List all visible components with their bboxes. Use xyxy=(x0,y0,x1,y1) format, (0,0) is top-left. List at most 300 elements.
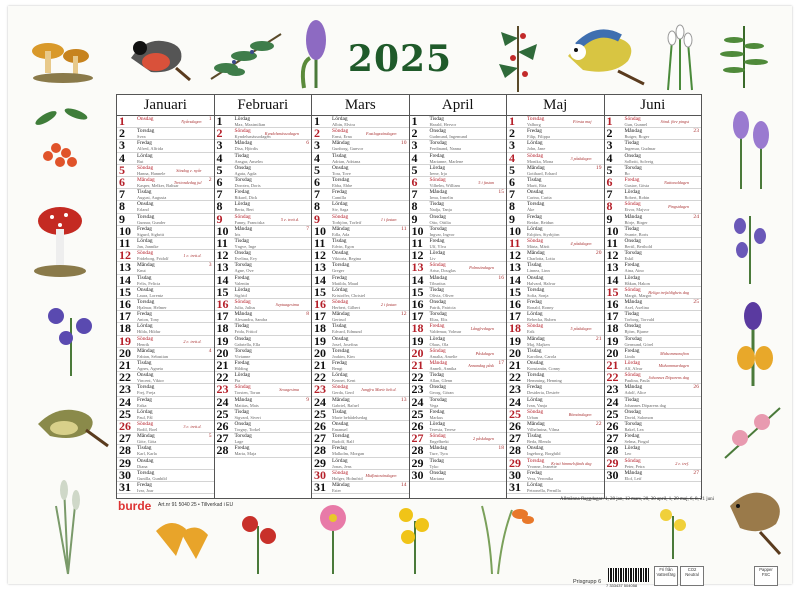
name-day: Rakel, Lea xyxy=(624,427,644,432)
name-day: Karl, Karla xyxy=(137,451,157,457)
name-day: Torsten, Torun xyxy=(234,390,261,396)
weekday: Fredag xyxy=(137,225,152,232)
day-row xyxy=(507,384,604,396)
day-row xyxy=(312,467,409,482)
day-number: 4 xyxy=(509,150,515,165)
weekday: Måndag xyxy=(332,482,350,488)
day-number: 1 xyxy=(411,114,418,128)
day-row xyxy=(117,150,214,165)
day-row xyxy=(605,384,702,396)
month-column-februari xyxy=(214,95,312,498)
day-row xyxy=(507,140,604,152)
day-row xyxy=(117,262,214,274)
holiday-note: Kyndelsmässodagen xyxy=(264,131,299,137)
name-day: Felix, Felicia xyxy=(137,280,161,286)
day-row xyxy=(117,406,214,421)
name-day: Bengt xyxy=(332,366,343,371)
day-row xyxy=(507,360,604,372)
name-day: Svea xyxy=(137,134,146,140)
weekday: Fredag xyxy=(137,140,152,147)
day-row xyxy=(605,211,702,226)
meadow-flowers-illustration xyxy=(648,501,698,561)
name-day: Ernst, Erna xyxy=(332,134,352,140)
week-number: 20 xyxy=(595,250,602,257)
day-number: 25 xyxy=(411,406,424,421)
day-row xyxy=(507,433,604,445)
weekday: Fredag xyxy=(624,433,640,440)
weekday: Tisdag xyxy=(332,408,347,415)
weekday: Torsdag xyxy=(332,177,350,183)
day-row xyxy=(605,140,702,152)
weekday: Söndag xyxy=(429,433,446,440)
day-row xyxy=(215,333,312,348)
day-number: 24 xyxy=(606,394,619,409)
day-row xyxy=(605,333,702,348)
name-day: Patrik, Patricia xyxy=(429,305,456,310)
day-number: 22 xyxy=(119,370,131,385)
name-day: Eskil xyxy=(624,256,634,262)
weekday: Måndag xyxy=(429,445,448,452)
name-day: Frida, Fritiof xyxy=(234,329,258,335)
day-row xyxy=(605,201,702,213)
weekday: Torsdag xyxy=(527,286,545,293)
name-day: Hanna, Hannele xyxy=(137,170,166,176)
weekday: Onsdag xyxy=(332,164,349,171)
day-number: 4 xyxy=(119,150,125,165)
weekday: Måndag xyxy=(527,250,545,257)
day-number: 15 xyxy=(216,284,229,299)
day-row xyxy=(507,421,604,433)
weekday: Torsdag xyxy=(527,457,545,464)
day-row xyxy=(312,406,409,421)
day-number: 2 xyxy=(509,126,515,141)
month-days xyxy=(117,116,214,498)
name-day: Harald, Hervor xyxy=(429,122,457,127)
day-number: 13 xyxy=(119,260,131,275)
day-row xyxy=(605,445,702,457)
weekday: Tisdag xyxy=(527,262,542,269)
name-day: Otto, Ottilia xyxy=(429,219,451,225)
day-number: 19 xyxy=(119,333,131,348)
day-number: 6 xyxy=(509,175,515,189)
name-day: Selma, Fingal xyxy=(624,439,649,445)
warbler-illustration xyxy=(30,398,110,450)
weekday: Tisdag xyxy=(624,311,639,318)
name-day: Jan, Jannike xyxy=(137,244,159,249)
name-day: Joakim, Kim xyxy=(332,353,355,359)
day-row xyxy=(507,250,604,262)
name-day: Sigfrid xyxy=(234,292,247,298)
day-number: 16 xyxy=(119,297,131,311)
day-number: 2 xyxy=(606,126,613,141)
weekday: Lördag xyxy=(234,116,251,122)
day-row xyxy=(410,189,507,201)
day-row xyxy=(215,345,312,360)
name-day: Bodil, Boel xyxy=(137,427,158,432)
day-row xyxy=(215,394,312,409)
weekday: Måndag xyxy=(332,140,350,147)
weekday: Torsdag xyxy=(234,347,252,354)
name-day: Valentin xyxy=(234,280,250,286)
weekday: Tisdag xyxy=(429,201,444,208)
weekday: Söndag xyxy=(332,299,349,305)
name-day: Berta, Bert xyxy=(234,207,254,213)
crocus-illustration xyxy=(716,101,786,191)
day-number: 3 xyxy=(314,138,320,153)
day-row xyxy=(215,177,312,189)
holiday-note: Johannes Döparens dag xyxy=(648,375,689,381)
weekday: Lördag xyxy=(137,152,153,159)
day-row xyxy=(410,284,507,299)
day-row xyxy=(507,162,604,177)
weekday: Tisdag xyxy=(137,360,152,366)
weekday: Lördag xyxy=(624,189,641,196)
day-number: 23 xyxy=(509,382,521,397)
name-day: Gun, Gunnel xyxy=(624,122,648,127)
day-number: 21 xyxy=(314,358,326,372)
weekday: Torsdag xyxy=(429,311,447,318)
day-number: 6 xyxy=(411,175,418,189)
name-day: Viktoria, Regina xyxy=(332,256,361,262)
name-day: Pia xyxy=(234,378,241,384)
weekday: Måndag xyxy=(624,299,643,305)
day-number: 8 xyxy=(119,199,125,214)
weekday: Fredag xyxy=(234,360,250,366)
day-number: 23 xyxy=(606,382,619,397)
day-number: 18 xyxy=(216,321,229,336)
name-day: Adolf, Alice xyxy=(624,390,647,396)
holiday-note: Långfredagen xyxy=(470,326,494,332)
day-row xyxy=(507,345,604,360)
day-row xyxy=(410,345,507,360)
name-day: Elof, Leif xyxy=(624,475,642,481)
day-number: 7 xyxy=(606,187,613,202)
weekday: Lördag xyxy=(527,396,543,403)
day-row xyxy=(117,455,214,470)
week-number: 6 xyxy=(306,140,309,147)
holiday-note: Nyårsdagen xyxy=(181,119,202,124)
day-number: 14 xyxy=(119,272,131,287)
weekday: Torsdag xyxy=(137,469,155,476)
day-number: 24 xyxy=(314,394,326,409)
name-day: August, Augusta xyxy=(137,195,167,201)
name-day: Tiburtius xyxy=(429,280,446,286)
holiday-note: Första maj xyxy=(573,119,592,124)
day-row xyxy=(312,360,409,372)
weekday: Lördag xyxy=(429,421,446,427)
name-day: Reidar, Reidun xyxy=(527,219,554,225)
weekday: Onsdag xyxy=(332,335,349,342)
day-number: 28 xyxy=(216,443,229,458)
day-number: 1 xyxy=(216,114,223,128)
weekday: Måndag xyxy=(234,311,253,318)
day-number: 26 xyxy=(314,419,326,433)
weekday: Torsdag xyxy=(624,164,642,171)
week-number: 25 xyxy=(693,299,699,305)
day-row xyxy=(507,333,604,348)
day-number: 27 xyxy=(509,431,521,446)
weekday: Söndag xyxy=(429,347,446,354)
weekday: Tisdag xyxy=(234,408,249,415)
holiday-note: Bönsöndagen xyxy=(568,411,592,417)
weekday: Lördag xyxy=(332,286,348,293)
weekday: Söndag xyxy=(527,152,544,159)
day-row xyxy=(507,455,604,470)
day-number: 4 xyxy=(314,150,320,165)
weekday: Torsdag xyxy=(527,372,545,379)
weekday: Onsdag xyxy=(332,250,349,257)
day-row xyxy=(312,272,409,287)
weekday: Tisdag xyxy=(332,238,347,244)
month-column-mars xyxy=(311,95,409,498)
day-number: 25 xyxy=(119,406,131,421)
mushroom-illustration xyxy=(28,26,98,86)
day-row xyxy=(605,345,702,360)
month-days xyxy=(312,116,409,498)
day-row xyxy=(117,394,214,409)
day-row xyxy=(312,394,409,409)
day-number: 9 xyxy=(411,211,418,226)
weekday: Lördag xyxy=(332,201,348,208)
week-number: 7 xyxy=(306,225,309,232)
weekday: Söndag xyxy=(137,164,154,171)
day-row xyxy=(507,445,604,457)
name-day: Edvard, Edmund xyxy=(332,329,362,335)
day-number: 23 xyxy=(411,382,424,397)
weekday: Tisdag xyxy=(332,152,347,159)
day-number: 22 xyxy=(411,370,424,385)
day-row xyxy=(312,223,409,238)
name-day: Irene, Irja xyxy=(429,170,447,176)
day-number: 5 xyxy=(606,162,613,177)
day-row xyxy=(117,384,214,396)
name-day: Rudolf, Ralf xyxy=(332,439,354,445)
day-row xyxy=(605,467,702,482)
weekday: Måndag xyxy=(332,396,350,403)
day-row xyxy=(410,445,507,457)
day-row xyxy=(312,116,409,128)
day-row xyxy=(507,299,604,311)
holiday-note: Jungfru Marie beb.d. xyxy=(360,387,397,393)
day-number: 5 xyxy=(119,162,125,177)
grass-butterfly-illustration xyxy=(472,496,542,576)
weekday: Fredag xyxy=(527,384,542,391)
day-row xyxy=(605,360,702,372)
weekday: Torsdag xyxy=(527,201,545,208)
weekday: Lördag xyxy=(429,335,446,342)
day-number: 22 xyxy=(216,370,229,385)
week-number: 11 xyxy=(401,225,407,232)
day-row xyxy=(117,299,214,311)
weekday: Söndag xyxy=(332,469,349,476)
day-number: 13 xyxy=(411,260,424,275)
day-row xyxy=(312,433,409,445)
weekday: Tisdag xyxy=(527,177,542,183)
weekday: Söndag xyxy=(234,128,251,135)
day-row xyxy=(507,394,604,409)
day-row xyxy=(215,262,312,274)
weekday: Söndag xyxy=(332,213,349,220)
day-number: 30 xyxy=(509,467,521,482)
day-row xyxy=(312,238,409,250)
day-row xyxy=(312,162,409,177)
name-day: Henrik xyxy=(137,341,150,347)
day-number: 28 xyxy=(411,443,424,458)
day-row xyxy=(605,323,702,335)
day-number: 11 xyxy=(216,236,228,250)
day-number: 15 xyxy=(606,284,619,299)
day-row xyxy=(312,189,409,201)
weekday: Fredag xyxy=(234,189,250,196)
day-row xyxy=(410,128,507,140)
holiday-note: Annandag påsk xyxy=(468,363,494,368)
holiday-note: Pingstdagen xyxy=(668,204,689,210)
day-row xyxy=(312,333,409,348)
day-row xyxy=(312,250,409,262)
day-number: 2 xyxy=(314,126,320,141)
weekday: Onsdag xyxy=(624,238,641,244)
name-day: Edvin, Egon xyxy=(332,244,354,249)
weekday: Onsdag xyxy=(137,201,154,208)
day-number: 10 xyxy=(216,223,229,238)
aster-illustration xyxy=(308,496,358,576)
snowdrop-illustration xyxy=(658,16,702,92)
weekday: Söndag xyxy=(624,201,641,208)
day-number: 3 xyxy=(411,138,418,153)
day-number: 28 xyxy=(509,443,521,458)
week-number: 21 xyxy=(595,335,602,342)
day-number: 3 xyxy=(509,138,515,153)
weekday: Lördag xyxy=(137,408,153,415)
weekday: Måndag xyxy=(137,177,155,183)
weekday: Tisdag xyxy=(429,372,444,379)
weekday: Måndag xyxy=(332,225,350,232)
day-row xyxy=(117,201,214,213)
holiday-note: 2 e. trett.d. xyxy=(183,338,202,344)
day-number: 26 xyxy=(216,419,229,433)
day-row xyxy=(117,128,214,140)
name-day: Gerda, Gerd xyxy=(332,390,354,396)
name-day: Karolina, Carola xyxy=(527,353,557,359)
day-number: 17 xyxy=(509,309,521,324)
name-day: Yngve, Inge xyxy=(234,244,257,249)
name-day: Agnes, Agneta xyxy=(137,366,163,371)
weekday: Lördag xyxy=(624,274,641,281)
weekday: Onsdag xyxy=(234,335,251,342)
week-number: 16 xyxy=(498,274,504,281)
day-number: 14 xyxy=(314,272,326,287)
name-day: Sofia, Sonja xyxy=(527,292,549,298)
weekday: Söndag xyxy=(624,286,641,293)
day-number: 15 xyxy=(411,284,424,299)
day-row xyxy=(215,140,312,152)
day-number: 23 xyxy=(119,382,131,397)
weekday: Onsdag xyxy=(429,469,446,476)
day-row xyxy=(312,421,409,433)
name-day: Leo xyxy=(624,451,632,457)
name-day: Charlotta, Lotta xyxy=(527,256,555,262)
brand-logo: burde xyxy=(118,499,152,513)
name-day: Paul, Pål xyxy=(137,414,153,420)
day-number: 12 xyxy=(216,248,229,263)
day-number: 19 xyxy=(216,333,229,348)
weekday: Fredag xyxy=(234,274,250,281)
weekday: Lördag xyxy=(429,164,446,171)
day-row xyxy=(215,189,312,201)
day-number: 1 xyxy=(509,114,515,128)
name-day: John, Jane xyxy=(527,146,546,152)
name-day: Amalia, Amelie xyxy=(429,353,458,359)
day-number: 26 xyxy=(119,419,131,433)
weekday: Lördag xyxy=(332,457,348,464)
day-row xyxy=(410,406,507,421)
weekday: Söndag xyxy=(234,299,251,305)
day-row xyxy=(507,467,604,482)
weekday: Lördag xyxy=(234,372,251,379)
holiday-note: 2 i fastan xyxy=(380,302,397,307)
weekday: Torsdag xyxy=(332,347,350,354)
weekday: Tisdag xyxy=(137,445,152,452)
fsc-badge: Papper FSC xyxy=(754,566,778,586)
name-day: Teresia, Terese xyxy=(429,427,456,432)
name-day: Svante, Boris xyxy=(624,231,649,237)
holiday-note: Heliga trefaldighets dag xyxy=(648,289,689,295)
name-day: Kasper, Melker, Baltsar xyxy=(137,183,179,188)
weekday: Måndag xyxy=(624,128,643,135)
name-day: Jonas, Jens xyxy=(332,463,352,469)
month-days xyxy=(605,116,702,498)
day-row xyxy=(312,345,409,360)
day-row xyxy=(117,445,214,457)
day-number: 14 xyxy=(509,272,521,287)
juniper-illustration xyxy=(206,24,286,86)
name-day: Kennet, Kent xyxy=(332,378,356,384)
iris-illustration xyxy=(720,298,786,388)
day-number: 18 xyxy=(509,321,521,336)
name-day: Engelbrekt xyxy=(429,439,449,445)
day-number: 6 xyxy=(314,175,320,189)
day-number: 30 xyxy=(119,467,131,482)
week-number: 1 xyxy=(208,116,212,122)
day-row xyxy=(312,128,409,140)
weekday: Fredag xyxy=(429,238,445,244)
holiday-note: Söndag e. nyår xyxy=(176,167,202,173)
pipit-illustration xyxy=(720,476,792,556)
day-row xyxy=(410,372,507,384)
day-row xyxy=(215,238,312,250)
day-number: 17 xyxy=(119,309,131,324)
name-day: Björn, Bjarne xyxy=(624,329,649,335)
day-number: 11 xyxy=(314,236,326,250)
weekday: Torsdag xyxy=(137,128,155,135)
name-day: Tyko xyxy=(429,463,439,469)
weekday: Lördag xyxy=(332,116,348,122)
day-row xyxy=(215,128,312,140)
name-day: Alexandra, Sandra xyxy=(234,317,268,323)
weekday: Torsdag xyxy=(429,140,447,147)
day-number: 19 xyxy=(606,333,619,348)
day-row xyxy=(117,284,214,299)
day-number: 20 xyxy=(216,345,229,360)
month-column-juni xyxy=(604,95,702,498)
weekday: Torsdag xyxy=(429,225,447,232)
name-day: Vincent, Viktor xyxy=(137,378,164,384)
day-number: 17 xyxy=(606,309,619,324)
holiday-note: 1 e. trett.d. xyxy=(183,253,202,259)
day-number: 4 xyxy=(606,150,613,165)
name-day: Sigurd, Sigbritt xyxy=(137,231,165,237)
weekday: Tisdag xyxy=(137,274,152,281)
